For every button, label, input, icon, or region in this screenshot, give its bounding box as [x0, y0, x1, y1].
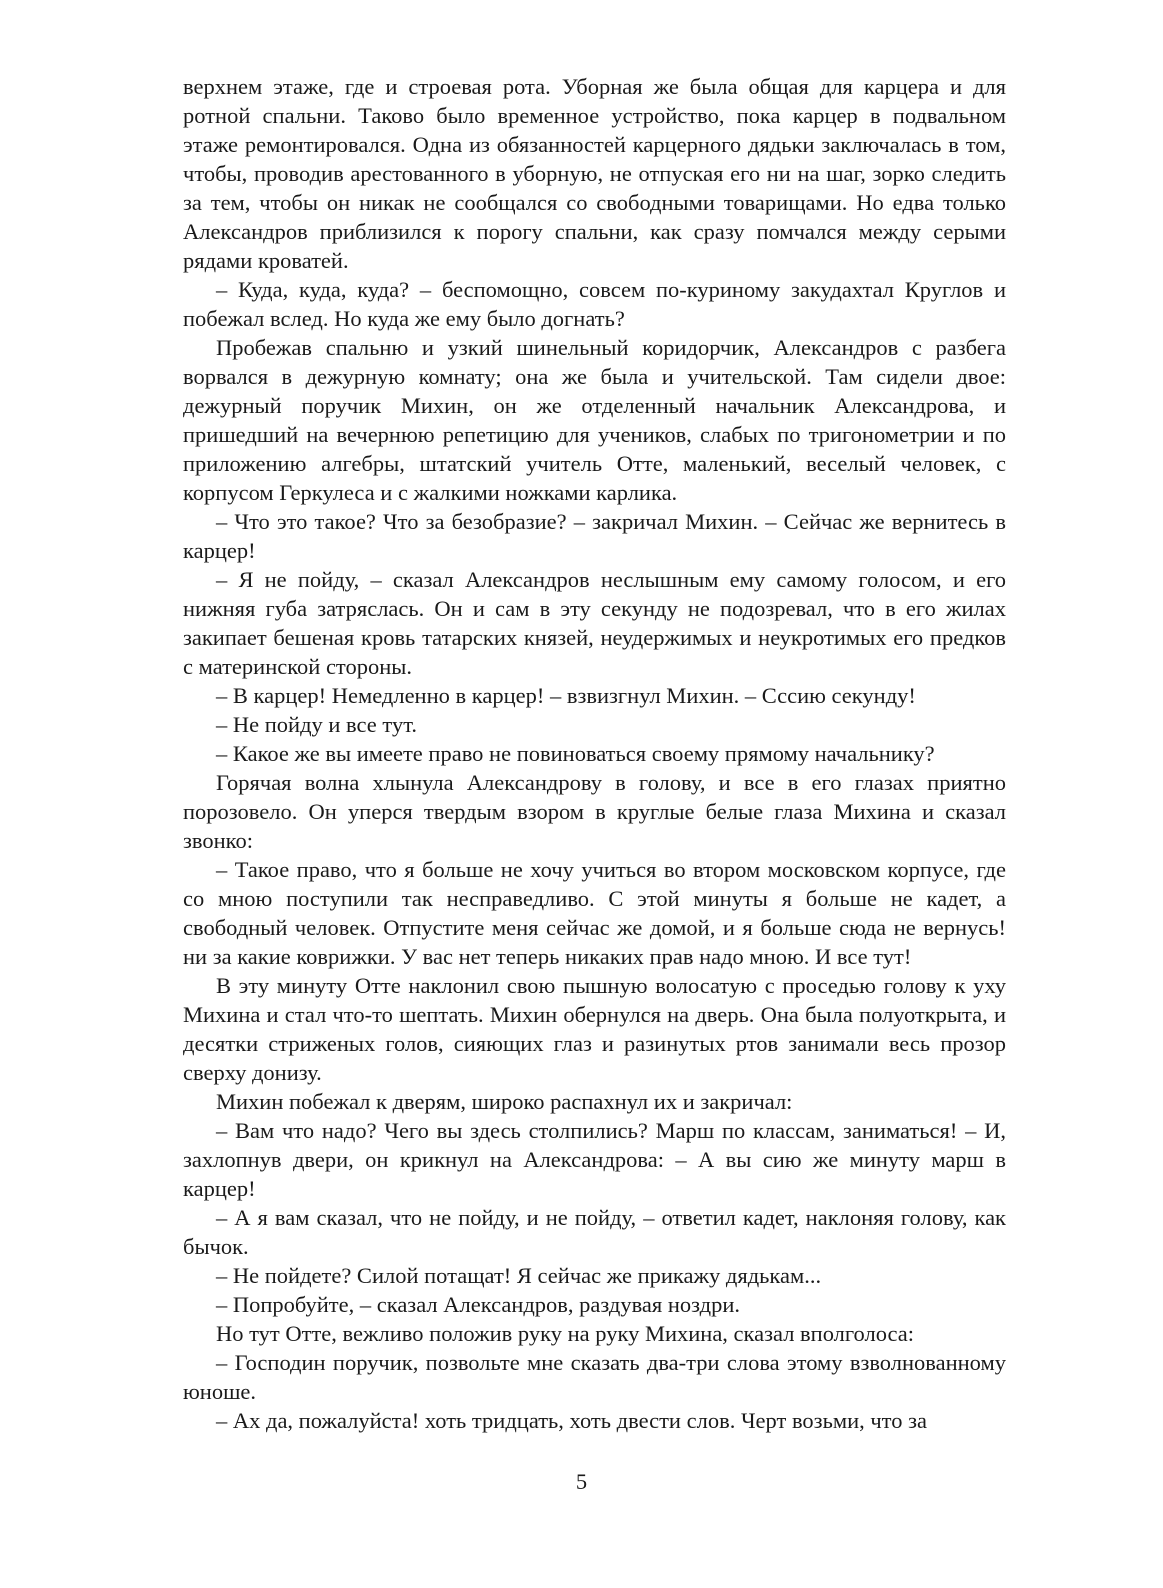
paragraph: Но тут Отте, вежливо положив руку на руку Михина, сказал вполголоса: — [216, 1321, 915, 1346]
paragraph: – Попробуйте, – сказал Александров, раздувая ноздри. — [216, 1292, 741, 1317]
body-text — [183, 72, 1006, 1435]
paragraph: – Не пойдете? Силой потащат! Я сейчас же прикажу дядькам... — [216, 1263, 822, 1288]
paragraph: – А я вам сказал, что не пойду, и не пойду, – ответил кадет, наклоняя голову, как бычок. — [183, 1205, 1006, 1259]
paragraph: – В карцер! Немедленно в карцер! – взвизгнул Михин. – Сссию секунду! — [216, 683, 916, 708]
paragraph: – Господин поручик, позвольте мне сказать два-три слова этому взволнованному юноше. — [183, 1350, 1006, 1404]
paragraph: – Вам что надо? Чего вы здесь столпились? Марш по классам, заниматься! – И, захлопнув двери, он крикнул на Александрова: – А вы сию же минуту марш в карцер! — [183, 1118, 1006, 1201]
page-number: 5 — [575, 1469, 588, 1494]
paragraph: Михин побежал к дверям, широко распахнул их и закричал: — [216, 1089, 793, 1114]
paragraph: – Такое право, что я больше не хочу учиться во втором московском корпусе, где со мною поступили так несправедливо. С этой минуты я больше не кадет, а свободный человек. Отпустите меня сейчас же домой, и я больше сюда не вернусь! ни за какие коврижки. У вас нет теперь никаких прав надо мною. И все тут! — [183, 857, 1006, 969]
paragraph: Пробежав спальню и узкий шинельный коридорчик, Александров с разбега ворвался в дежурную комнату; она же была и учительской. Там сидели двое: дежурный поручик Михин, он же отделенный начальник Александрова, и пришедший на вечернюю репетицию для учеников, слабых по тригонометрии и по приложению алгебры, штатский учитель Отте, маленький, веселый человек, с корпусом Геркулеса и с жалкими ножками карлика. — [183, 335, 1006, 505]
paragraph: – Ах да, пожалуйста! хоть тридцать, хоть двести слов. Черт возьми, что за — [216, 1408, 927, 1433]
paragraph: В эту минуту Отте наклонил свою пышную волосатую с проседью голову к уху Михина и стал что-то шептать. Михин обернулся на дверь. Она была полуоткрыта, и десятки стриженых голов, сияющих глаз и разинутых ртов занимали весь прозор сверху донизу. — [183, 973, 1006, 1085]
paragraph: – Что это такое? Что за безобразие? – закричал Михин. – Сейчас же вернитесь в карцер! — [183, 509, 1006, 563]
paragraph: – Не пойду и все тут. — [216, 712, 417, 737]
paragraph: Горячая волна хлынула Александрову в голову, и все в его глазах приятно порозовело. Он уперся твердым взором в круглые белые глаза Михина и сказал звонко: — [183, 770, 1006, 853]
paragraph: – Какое же вы имеете право не повиноваться своему прямому начальнику? — [216, 741, 935, 766]
paragraph: верхнем этаже, где и строевая рота. Уборная же была общая для карцера и для ротной спальни. Таково было временное устройство, пока карцер в подвальном этаже ремонтировался. Одна из обязанностей карцерного дядьки заключалась в том, чтобы, проводив арестованного в уборную, не отпуская его ни на шаг, зорко следить за тем, чтобы он никак не сообщался со свободными товарищами. Но едва только Александров приблизился к порогу спальни, как сразу помчался между серыми рядами кроватей. — [183, 74, 1006, 273]
paragraph: – Я не пойду, – сказал Александров неслышным ему самому голосом, и его нижняя губа затряслась. Он и сам в эту секунду не подозревал, что в его жилах закипает бешеная кровь татарских князей, неудержимых и неукротимых его предков с материнской стороны. — [183, 567, 1006, 679]
paragraph: – Куда, куда, куда? – беспомощно, совсем по-куриному закудахтал Круглов и побежал вслед. Но куда же ему было догнать? — [183, 277, 1006, 331]
